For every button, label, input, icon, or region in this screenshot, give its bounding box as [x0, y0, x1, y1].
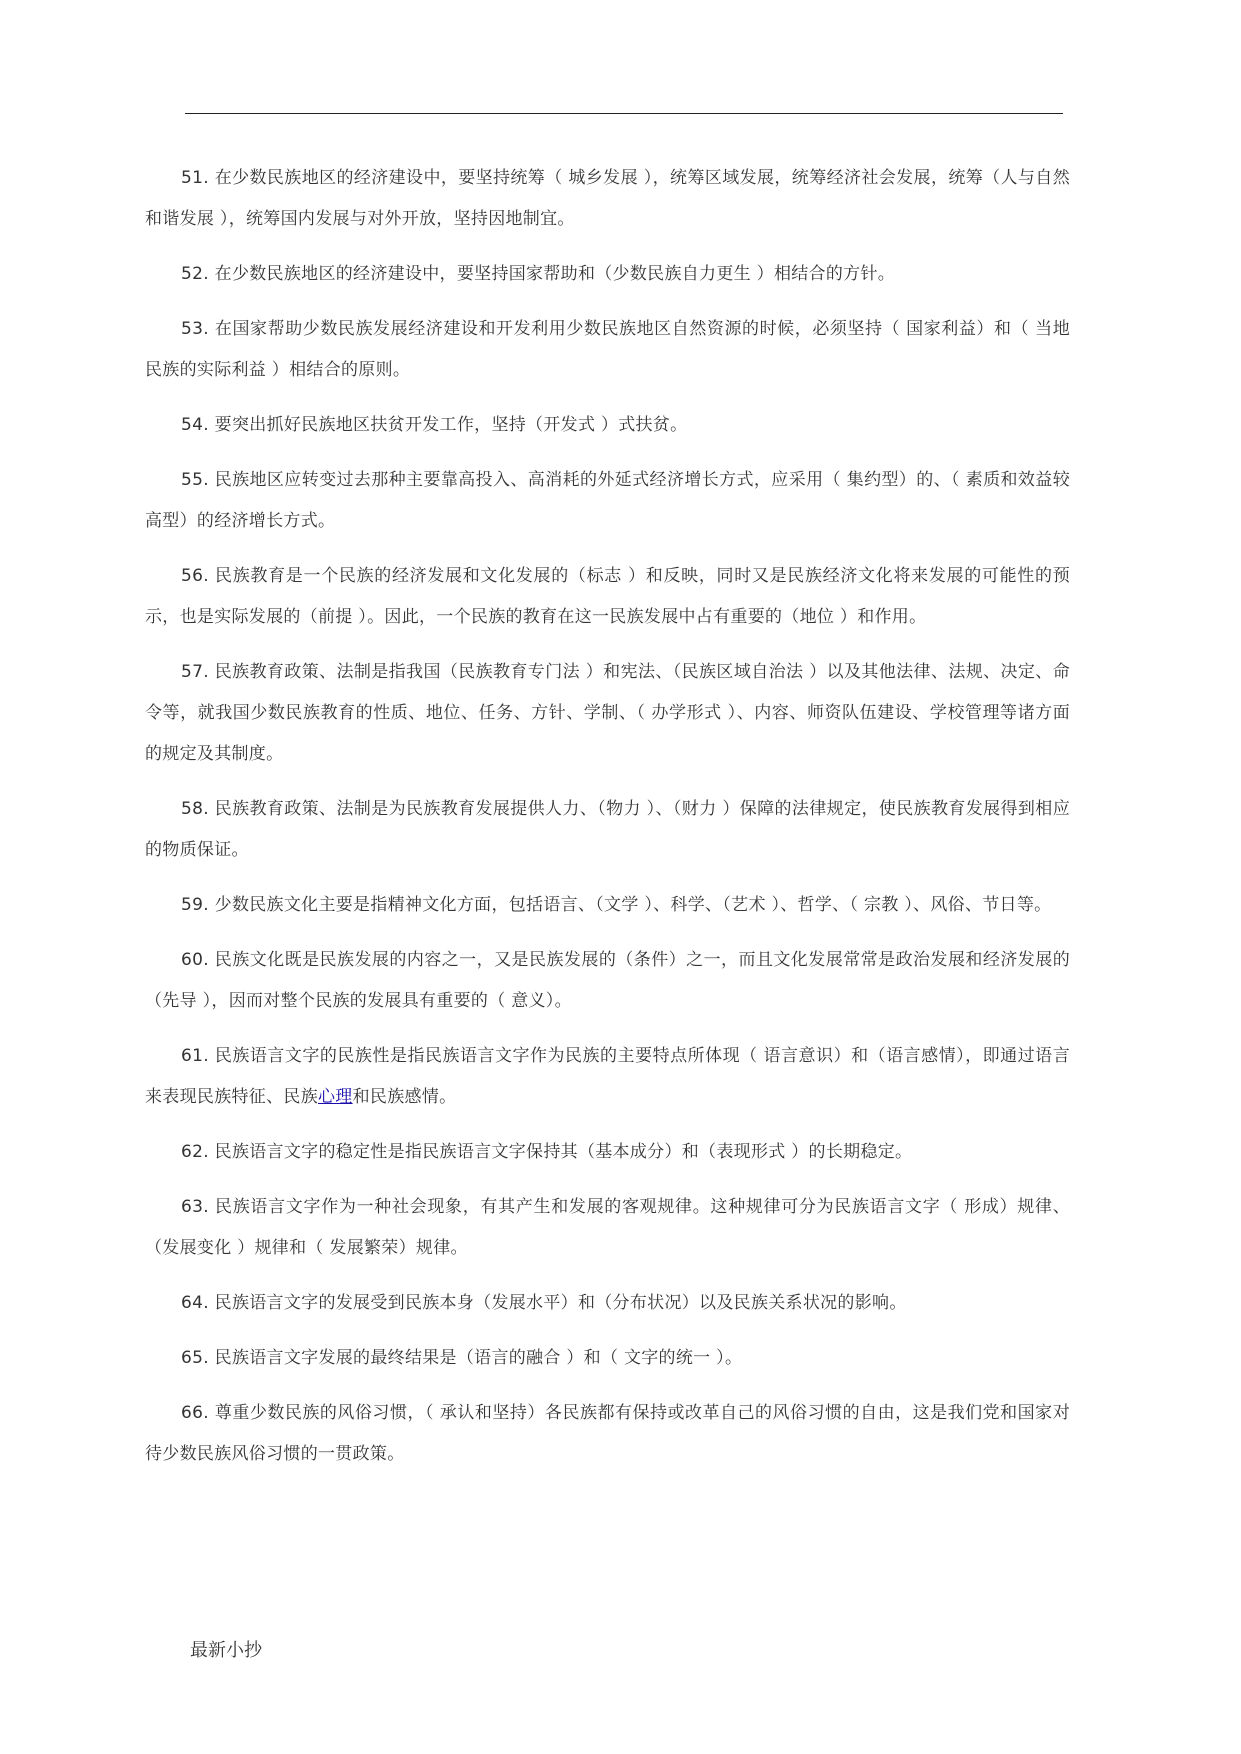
xinli-link[interactable]: 心理 [318, 1087, 353, 1107]
question-59: 59. 少数民族文化主要是指精神文化方面，包括语言、（文学 ）、科学、（艺术 ）、哲学、（ 宗教 ）、风俗、节日等。 [181, 895, 1052, 915]
question-53: 53. 在国家帮助少数民族发展经济建设和开发利用少数民族地区自然资源的时候，必须坚持（ 国家利益）和（ 当地民族的实际利益 ）相结合的原则。 [145, 319, 1070, 380]
question-55: 55. 民族地区应转变过去那种主要靠高投入、高消耗的外延式经济增长方式，应采用（ 集约型）的、（ 素质和效益较高型）的经济增长方式。 [145, 470, 1070, 531]
question-51: 51. 在少数民族地区的经济建设中，要坚持统筹（ 城乡发展 ），统筹区域发展，统筹经济社会发展，统筹（人与自然和谐发展 ），统筹国内发展与对外开放，坚持因地制宜。 [145, 168, 1070, 229]
question-58: 58. 民族教育政策、法制是为民族教育发展提供人力、（物力 ）、（财力 ）保障的法律规定，使民族教育发展得到相应的物质保证。 [145, 799, 1070, 860]
question-61-text-after: 和民族感情。 [352, 1087, 457, 1107]
question-61 [145, 1036, 1070, 1118]
footer-text: 最新小抄 [190, 1640, 262, 1661]
document-body [145, 158, 1070, 1489]
question-65: 65. 民族语言文字发展的最终结果是（语言的融合 ）和（ 文字的统一 ）。 [181, 1348, 743, 1368]
question-63: 63. 民族语言文字作为一种社会现象，有其产生和发展的客观规律。这种规律可分为民族语言文字（ 形成）规律、（发展变化 ）规律和（ 发展繁荣）规律。 [145, 1197, 1070, 1258]
header-rule [185, 113, 1063, 114]
question-62: 62. 民族语言文字的稳定性是指民族语言文字保持其（基本成分）和（表现形式 ）的长期稳定。 [181, 1142, 913, 1162]
question-64: 64. 民族语言文字的发展受到民族本身（发展水平）和（分布状况）以及民族关系状况的影响。 [181, 1293, 907, 1313]
question-60: 60. 民族文化既是民族发展的内容之一，又是民族发展的（条件）之一，而且文化发展常常是政治发展和经济发展的（先导 ），因而对整个民族的发展具有重要的（ 意义）。 [145, 950, 1070, 1011]
question-57: 57. 民族教育政策、法制是指我国（民族教育专门法 ）和宪法、（民族区域自治法 ）以及其他法律、法规、决定、命令等，就我国少数民族教育的性质、地位、任务、方针、学制、（ 办学形式 ）、内容、师资队伍建设、学校管理等诸方面的规定及其制度。 [145, 662, 1070, 764]
question-56: 56. 民族教育是一个民族的经济发展和文化发展的（标志 ）和反映，同时又是民族经济文化将来发展的可能性的预示，也是实际发展的（前提 ）。因此，一个民族的教育在这一民族发展中占有重要的（地位 ）和作用。 [145, 566, 1070, 627]
question-61-text-before: 61. 民族语言文字的民族性是指民族语言文字作为民族的主要特点所体现（ 语言意识）和（语言感情），即通过语言来表现民族特征、民族 [145, 1046, 1070, 1107]
question-52: 52. 在少数民族地区的经济建设中，要坚持国家帮助和（少数民族自力更生 ）相结合的方针。 [181, 264, 896, 284]
question-54: 54. 要突出抓好民族地区扶贫开发工作，坚持（开发式 ）式扶贫。 [181, 415, 688, 435]
question-66: 66. 尊重少数民族的风俗习惯，（ 承认和坚持）各民族都有保持或改革自己的风俗习惯的自由，这是我们党和国家对待少数民族风俗习惯的一贯政策。 [145, 1403, 1070, 1464]
